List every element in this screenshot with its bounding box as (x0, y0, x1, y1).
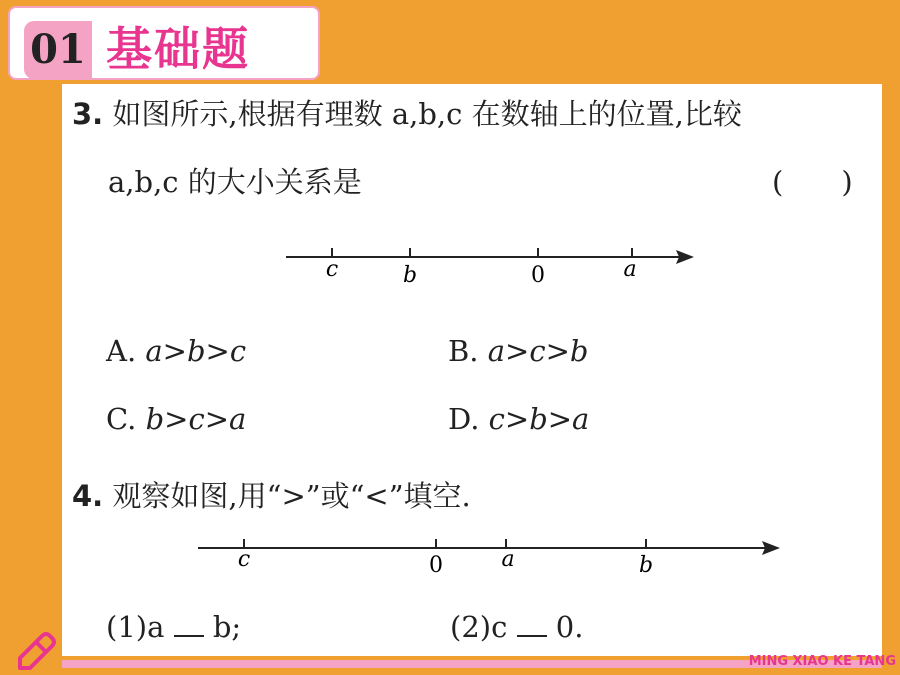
option-c-letter: C. (106, 402, 137, 436)
option-a-text: a>b>c (145, 334, 247, 368)
label-a: a (501, 547, 515, 572)
question-4-number: 4. (72, 479, 104, 513)
option-d-text: c>b>a (488, 402, 590, 436)
label-a: a (623, 257, 637, 282)
part-2-prefix: (2)c (450, 610, 508, 644)
part-1-suffix: b; (212, 610, 242, 644)
question-3-text-2: a,b,c 的大小关系是 (108, 165, 362, 199)
option-b-text: a>c>b (487, 334, 589, 368)
question-4-part-2 (450, 610, 583, 644)
answer-blank-1[interactable] (174, 613, 204, 637)
brand-footer: MING XIAO KE TANG (748, 654, 896, 669)
label-b: b (402, 263, 418, 288)
part-2-suffix: 0. (555, 610, 584, 644)
question-4-part-1 (106, 610, 241, 644)
part-1-prefix: (1)a (106, 610, 165, 644)
option-b-letter: B. (448, 334, 479, 368)
answer-parentheses: ( ) (772, 165, 853, 199)
section-title: 基础题 (106, 22, 250, 76)
label-c: c (237, 547, 251, 572)
question-3-text-1: 如图所示,根据有理数 a,b,c 在数轴上的位置,比较 (112, 97, 742, 131)
label-0: 0 (429, 553, 443, 578)
pencil-icon (14, 628, 60, 672)
question-4-text: 观察如图,用“>”或“<”填空. (112, 479, 471, 513)
question-3-number: 3. (72, 97, 104, 131)
option-a-letter: A. (106, 334, 137, 368)
option-c-text: b>c>a (145, 402, 247, 436)
label-b: b (638, 553, 654, 578)
option-d-letter: D. (448, 402, 480, 436)
answer-blank-2[interactable] (517, 613, 547, 637)
label-0: 0 (531, 263, 545, 288)
label-c: c (325, 257, 339, 282)
section-number-badge: 01 (24, 21, 92, 79)
